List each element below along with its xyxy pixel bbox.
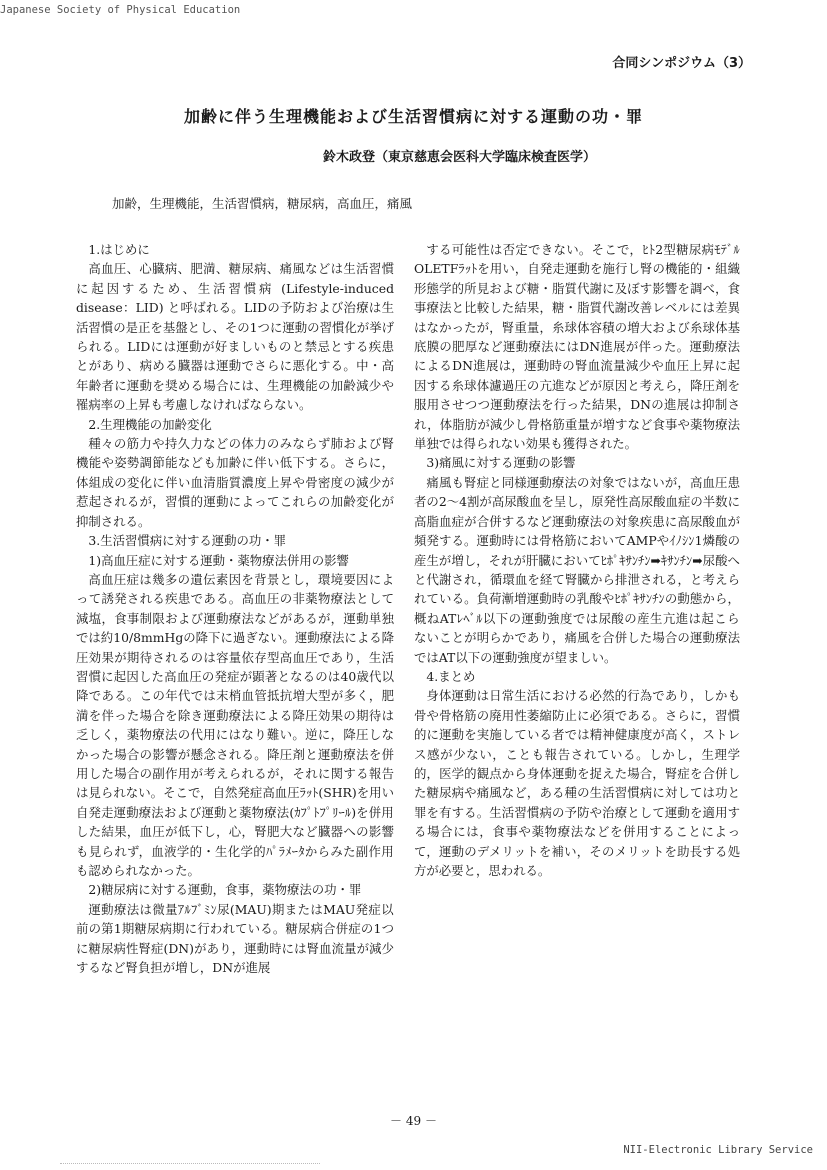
paragraph: 運動療法は微量ｱﾙﾌﾞﾐﾝ尿(MAU)期またはMAU発症以前の第1期糖尿病期に行われている。糖尿病合併症の1つに糖尿病性腎症(DN)があり，運動時には腎血流量が減少するなど腎負担が増し，DNが進展 <box>76 901 394 976</box>
subsection-heading: 3)痛風に対する運動の影響 <box>426 455 576 471</box>
author-line: 鈴木政登（東京慈恵会医科大学臨床検査医学） <box>322 150 596 165</box>
right-column <box>414 240 740 880</box>
page-title: 加齢に伴う生理機能および生活習慣病に対する運動の功・罪 <box>183 107 643 126</box>
scan-artifact <box>60 1163 320 1167</box>
section-heading: 1.はじめに <box>88 242 150 257</box>
left-column <box>76 240 394 977</box>
keywords: 加齢，生理機能，生活習慣病，糖尿病，高血圧，痛風 <box>112 196 413 211</box>
subsection-heading: 1)高血圧症に対する運動・薬物療法併用の影響 <box>88 552 349 568</box>
subsection-heading: 2)糖尿病に対する運動，食事，薬物療法の功・罪 <box>88 882 362 898</box>
paragraph: 種々の筋力や持久力などの体力のみならず肺および腎機能や姿勢調節能なども加齢に伴い低下する。さらに，体組成の変化に伴い血清脂質濃度上昇や骨密度の減少が惹起されるが，習慣的運動によってこれらの加齢変化が抑制される。 <box>76 436 394 529</box>
page-number: － 49 － <box>390 1114 437 1128</box>
paragraph: 高血圧、心臓病、肥満、糖尿病、痛風などは生活習慣に起因するため、生活習慣病 (Lifestyle-induced disease：LID) と呼ばれる。LIDの予防および治療は生活習慣の是正を基盤とし、その1つに運動の習慣化が挙げられる。LIDには運動が好ましいものと禁忌とする疾患とがあり、病める臓器は運動でさらに悪化する。中・高年齢者に運動を奨める場合には、生理機能の加齢減少や罹病率の上昇も考慮しなければならない。 <box>76 261 394 413</box>
paragraph: 高血圧症は幾多の遺伝素因を背景とし，環境要因によって誘発される疾患である。高血圧の非薬物療法として減塩，食事制限および運動療法などがあるが，運動単独では約10/8mmHgの降下に過ぎない。運動療法による降圧効果が期待されるのは容量依存型高血圧であり，生活習慣に起因した高血圧の発症が顕著となるのは40歳代以降である。この年代では末梢血管抵抗増大型が多く，肥満を伴った場合を除き運動療法による降圧効果の期待は乏しく，薬物療法の代用にはなり難い。逆に，降圧しなかった場合の影響が懸念される。降圧剤と運動療法を併用した場合の副作用が考えられるが，それに関する報告は見られない。そこで，自然発症高血圧ﾗｯﾄ(SHR)を用い自発走運動療法および運動と薬物療法(ｶﾌﾟﾄﾌﾟﾘｰﾙ)を併用した結果，血圧が低下し，心，腎肥大など臓器への影響も見られず，血液学的・生化学的ﾊﾟﾗﾒｰﾀからみた副作用も認められなかった。 <box>76 571 394 878</box>
paragraph: 身体運動は日常生活における必然的行為であり，しかも骨や骨格筋の廃用性萎縮防止に必須である。さらに，習慣的に運動を実施している者では精神健康度が高く，ストレス感が少ない，ことも報告されている。しかし，生理学的，医学的観点から身体運動を捉えた場合，腎症を合併した糖尿病や痛風など，ある種の生活習慣病に対しては功と罪を有する。生活習慣病の予防や治療として運動を適用する場合には，食事や薬物療法などを併用することによって，運動のデメリットを補い，そのメリットを助長する処方が必要と，思われる。 <box>414 688 740 878</box>
paragraph: 痛風も腎症と同様運動療法の対象ではないが，高血圧患者の2～4割が高尿酸血を呈し，原発性高尿酸血症の半数に高脂血症が合併するなど運動療法の対象疾患に高尿酸血が頻発する。運動時には骨格筋においてAMPやｲﾉｼﾝ1燐酸の産生が増し，それが肝臓においてﾋﾎﾟｷｻﾝﾁﾝ➡ｷｻﾝﾁﾝ➡尿酸へと代謝され，循環血を経て腎臓から排泄される，と考えられている。負荷漸増運動時の乳酸やﾋﾎﾟｷｻﾝﾁﾝの動態から，概ねATﾚﾍﾞﾙ以下の運動強度では尿酸の産生亢進は起こらないことが明らかであり，痛風を合併した場合の運動療法ではAT以下の運動強度が望ましい。 <box>414 474 740 665</box>
section-heading: 4.まとめ <box>426 668 476 684</box>
series-label: 合同シンポジウム（3） <box>612 56 751 71</box>
section-heading: 2.生理機能の加齢変化 <box>88 416 212 432</box>
society-header: Japanese Society of Physical Education <box>0 4 241 16</box>
paragraph: する可能性は否定できない。そこで，ﾋﾄ2型糖尿病ﾓﾃﾞﾙOLETFﾗｯﾄを用い，自発走運動を施行し腎の機能的・組織形態学的所見および糖・脂質代謝に及ぼす影響を調べ，食事療法と比較した結果，糖・脂質代謝改善レベルには差異はなかったが，腎重量，糸球体容積の増大および糸球体基底膜の肥厚など運動療法にはDN進展が伴った。運動療法によるDN進展は，運動時の腎血流量減少や血圧上昇に起因する糸球体濾過圧の亢進などが原因と考えら，降圧剤を服用させつつ運動療法を行った結果，DNの進展は抑制され，体脂肪が減少し骨格筋重量が増すなど食事や薬物療法単独では得られない効果も獲得された。 <box>414 242 740 452</box>
section-heading: 3.生活習慣病に対する運動の功・罪 <box>88 533 287 549</box>
service-footer: NII-Electronic Library Service <box>623 1144 813 1156</box>
